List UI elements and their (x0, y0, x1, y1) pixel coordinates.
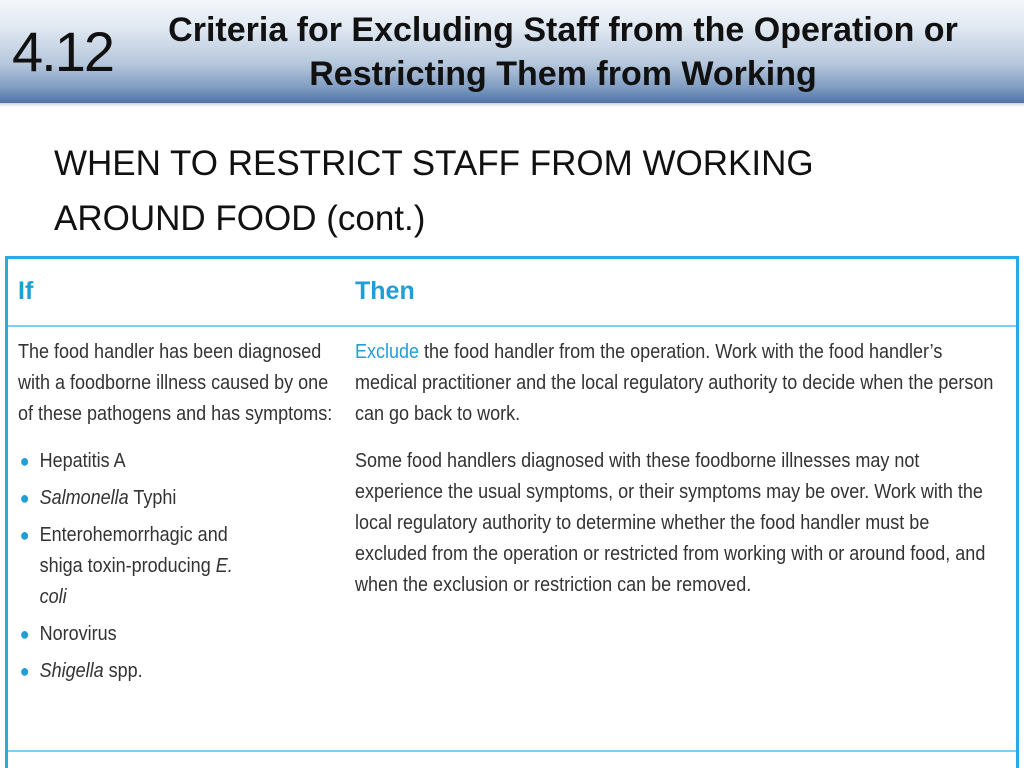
then-action-rest: the food handler from the operation. Work with the food handler’s medical practitioner and the local regulatory authority to decide when the person can go back to work. (355, 341, 994, 425)
column-header-if: If (18, 277, 34, 305)
pathogen-text: Norovirus (39, 623, 117, 645)
slide-title (128, 8, 998, 96)
slide-heading (54, 136, 954, 246)
pathogen-italic: Salmonella (39, 487, 129, 509)
column-header-then: Then (355, 277, 415, 305)
criteria-table (5, 256, 1019, 768)
then-action-text (355, 337, 1003, 430)
exclude-keyword: Exclude (355, 341, 420, 363)
bullet-icon: ● (19, 525, 30, 545)
then-note-text: Some food handlers diagnosed with these foodborne illnesses may not experience the usual symptoms, or their symptoms may be over. Work with the local regulatory authority to determine whether the food handler must be excluded from the operation or restricted from working with or around food, and when the exclusion or restriction can be removed. (355, 450, 986, 596)
pathogen-prefix: Enterohemorrhagic and shiga toxin-producing (39, 524, 228, 577)
bullet-icon: ● (19, 661, 30, 681)
pathogen-text: Hepatitis A (39, 450, 126, 472)
bullet-icon: ● (19, 488, 30, 508)
slide-heading-line-1: WHEN TO RESTRICT STAFF FROM WORKING (54, 144, 814, 183)
slide-title-line-2: Restricting Them from Working (309, 55, 817, 93)
list-item (18, 619, 238, 650)
table-bottom-divider (8, 750, 1016, 752)
slide-title-line-1: Criteria for Excluding Staff from the Operation or (168, 11, 958, 49)
pathogen-italic: E. coli (39, 555, 233, 608)
title-banner (0, 0, 1024, 103)
list-item (18, 446, 238, 477)
list-item (18, 656, 238, 687)
list-item (18, 520, 238, 613)
pathogen-text: Typhi (128, 487, 177, 509)
list-item (18, 483, 238, 514)
table-header-row (8, 259, 1016, 327)
if-condition-text: The food handler has been diagnosed with a foodborne illness caused by one of these pathogens and has symptoms: (18, 341, 333, 425)
bullet-icon: ● (19, 624, 30, 644)
slide-heading-line-2: AROUND FOOD (cont.) (54, 199, 426, 238)
pathogen-text: spp. (103, 660, 143, 682)
pathogen-list (18, 446, 238, 693)
pathogen-italic: Shigella (39, 660, 104, 682)
section-number: 4.12 (12, 20, 113, 83)
bullet-icon: ● (19, 451, 30, 471)
